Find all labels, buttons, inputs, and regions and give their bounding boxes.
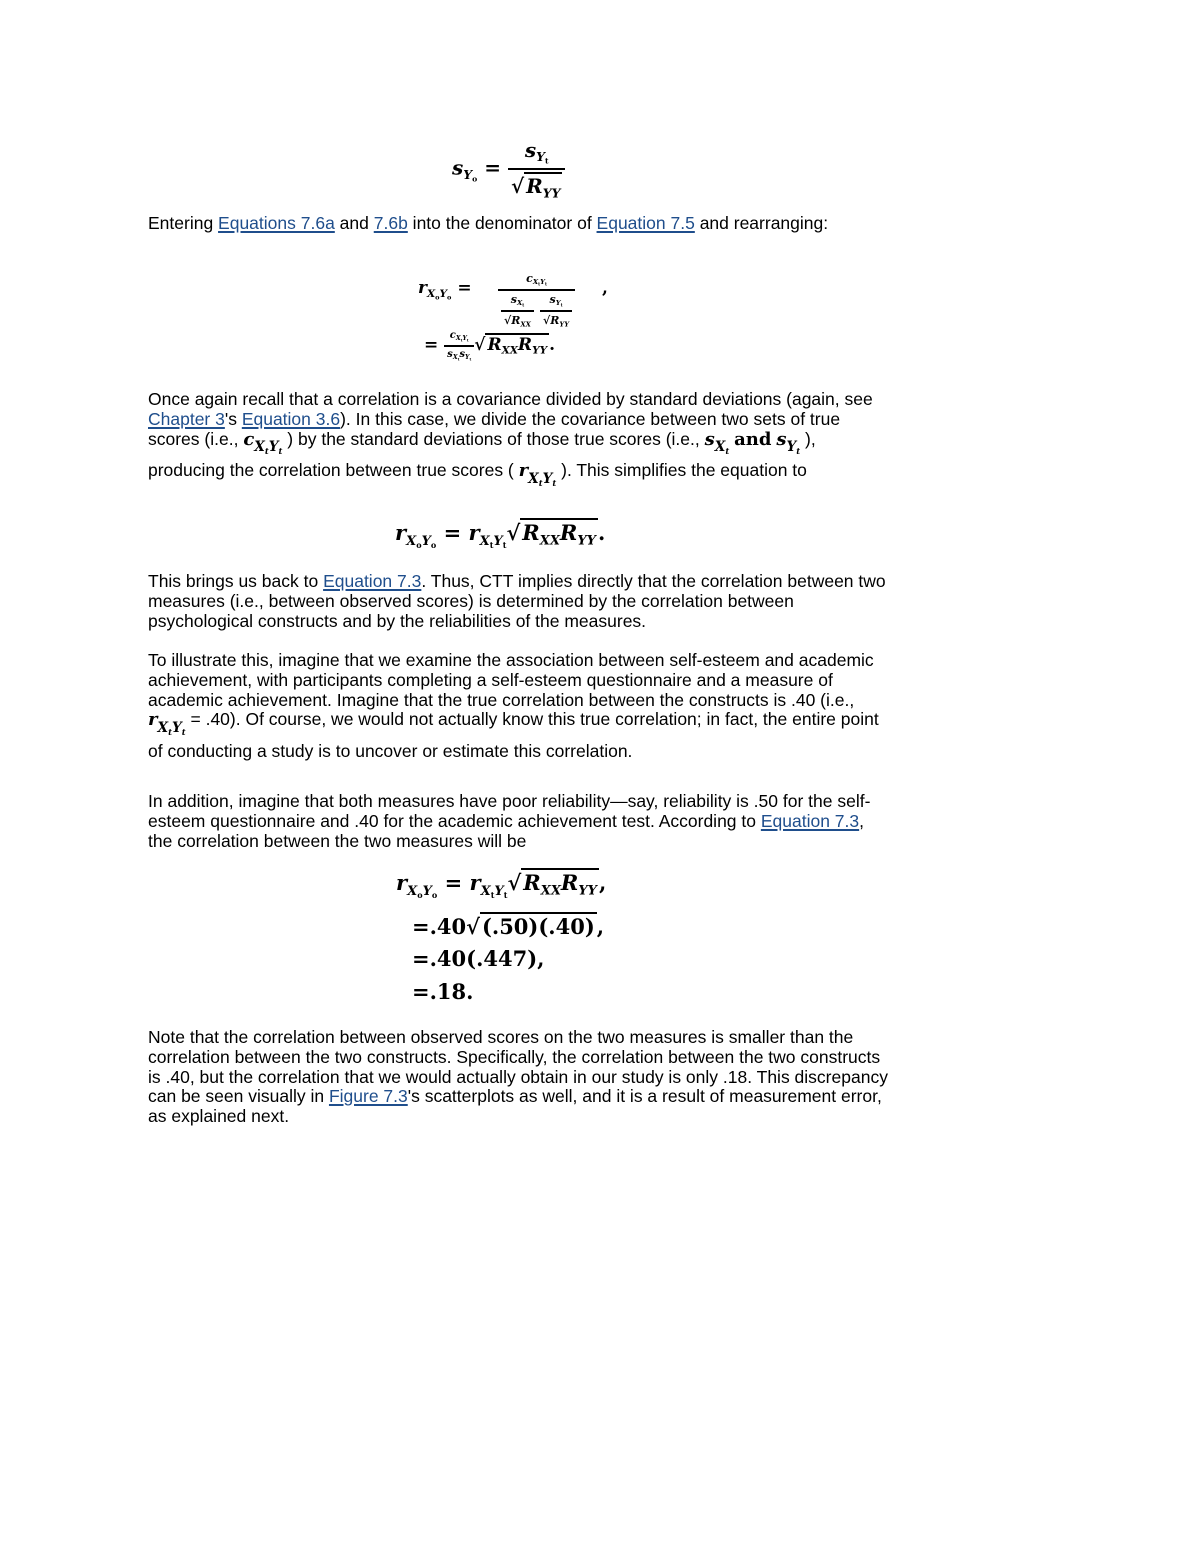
paragraph-3: This brings us back to Equation 7.3. Thus, CTT implies directly that the correlation between two measures (i.e., between observed scores) is determined by the correlation between psychological constructs and by the reliabilities of the measures. [148, 571, 886, 631]
equation-worked-example: $r_{X_oY_o} = r_{X_tY_t}√R_{XX}R_{YY}$, =.40√(.50)(.40), =.40(.447), =.18. [396, 870, 607, 1004]
paragraph-2: Once again recall that a correlation is a covariance divided by standard deviations (again, see Chapter 3's Equation 3.6). In this case, we divide the covariance between two sets of true scores (i.e., $c_{X_tY_t}$ ) by the standard deviations of those true scores (i.e., $s_{X_t}$ and $s_{Y_t}$ ), producing the correlation between true scores ( $r_{X_tY_t}$ ). This simplifies the equation to [148, 389, 873, 488]
link-figure-7-3[interactable]: Figure 7.3 [328, 1086, 408, 1107]
link-equation-7-5[interactable]: Equation 7.5 [596, 213, 695, 233]
paragraph-4: To illustrate this, imagine that we examine the association between self-esteem and academic achievement, with participants completing a self-esteem questionnaire and a measure of academic achievement. Imagine that the true correlation between the constructs is .40 (i.e., $r_{X_tY_t} = .40$). Of course, we would not actually know this true correlation; in fact, the entire point of conducting a study is to uncover or estimate this correlation. [148, 650, 879, 762]
equation-7-3-restated: $r_{X_oY_o} = r_{X_tY_t}√R_{XX}R_{YY}$. [395, 520, 606, 550]
paragraph-5: In addition, imagine that both measures have poor reliability—say, reliability is .50 for the self-esteem questionnaire and .40 for the academic achievement test. According to Equation 7.3, the correlation between the two measures will be [148, 791, 871, 851]
equation-rearranged: $r_{X_oY_o}$ = $c_{X_tY_t}$ $\frac{s_{X_t}}{√R_{XX}}$ $\frac{s_{Y_t}}{√R_{YY}}$ , = $\frac{c_{X_tY_t}}{s_{X_t}s_{Y_t}}$ √ $R_{XX}R_{YY}$ . [418, 272, 608, 361]
link-equations-7-6a[interactable]: Equations 7.6a [218, 213, 335, 233]
paragraph-1: Entering Equations 7.6a and 7.6b into the denominator of Equation 7.5 and rearranging: [148, 213, 829, 233]
link-chapter-3[interactable]: Chapter 3 [148, 408, 225, 429]
link-equation-3-6[interactable]: Equation 3.6 [241, 408, 341, 429]
paragraph-6: Note that the correlation between observed scores on the two measures is smaller than the correlation between the two constructs. Specifically, the correlation between the two constructs is .40, but the correlation that we would actually obtain in our study is only .18. This discrepancy can be seen visually in Figure 7.3's scatterplots as well, and it is a result of measurement error, as explained next. [148, 1027, 888, 1127]
link-equation-7-3-b[interactable]: Equation 7.3 [760, 810, 860, 831]
link-equation-7-3[interactable]: Equation 7.3 [323, 571, 422, 591]
link-7-6b[interactable]: 7.6b [373, 213, 408, 233]
equation-7-6b: $s_{Y_o}$ = $\frac{s_{Y_t}}{√ R_{YY}}$ [452, 138, 565, 200]
